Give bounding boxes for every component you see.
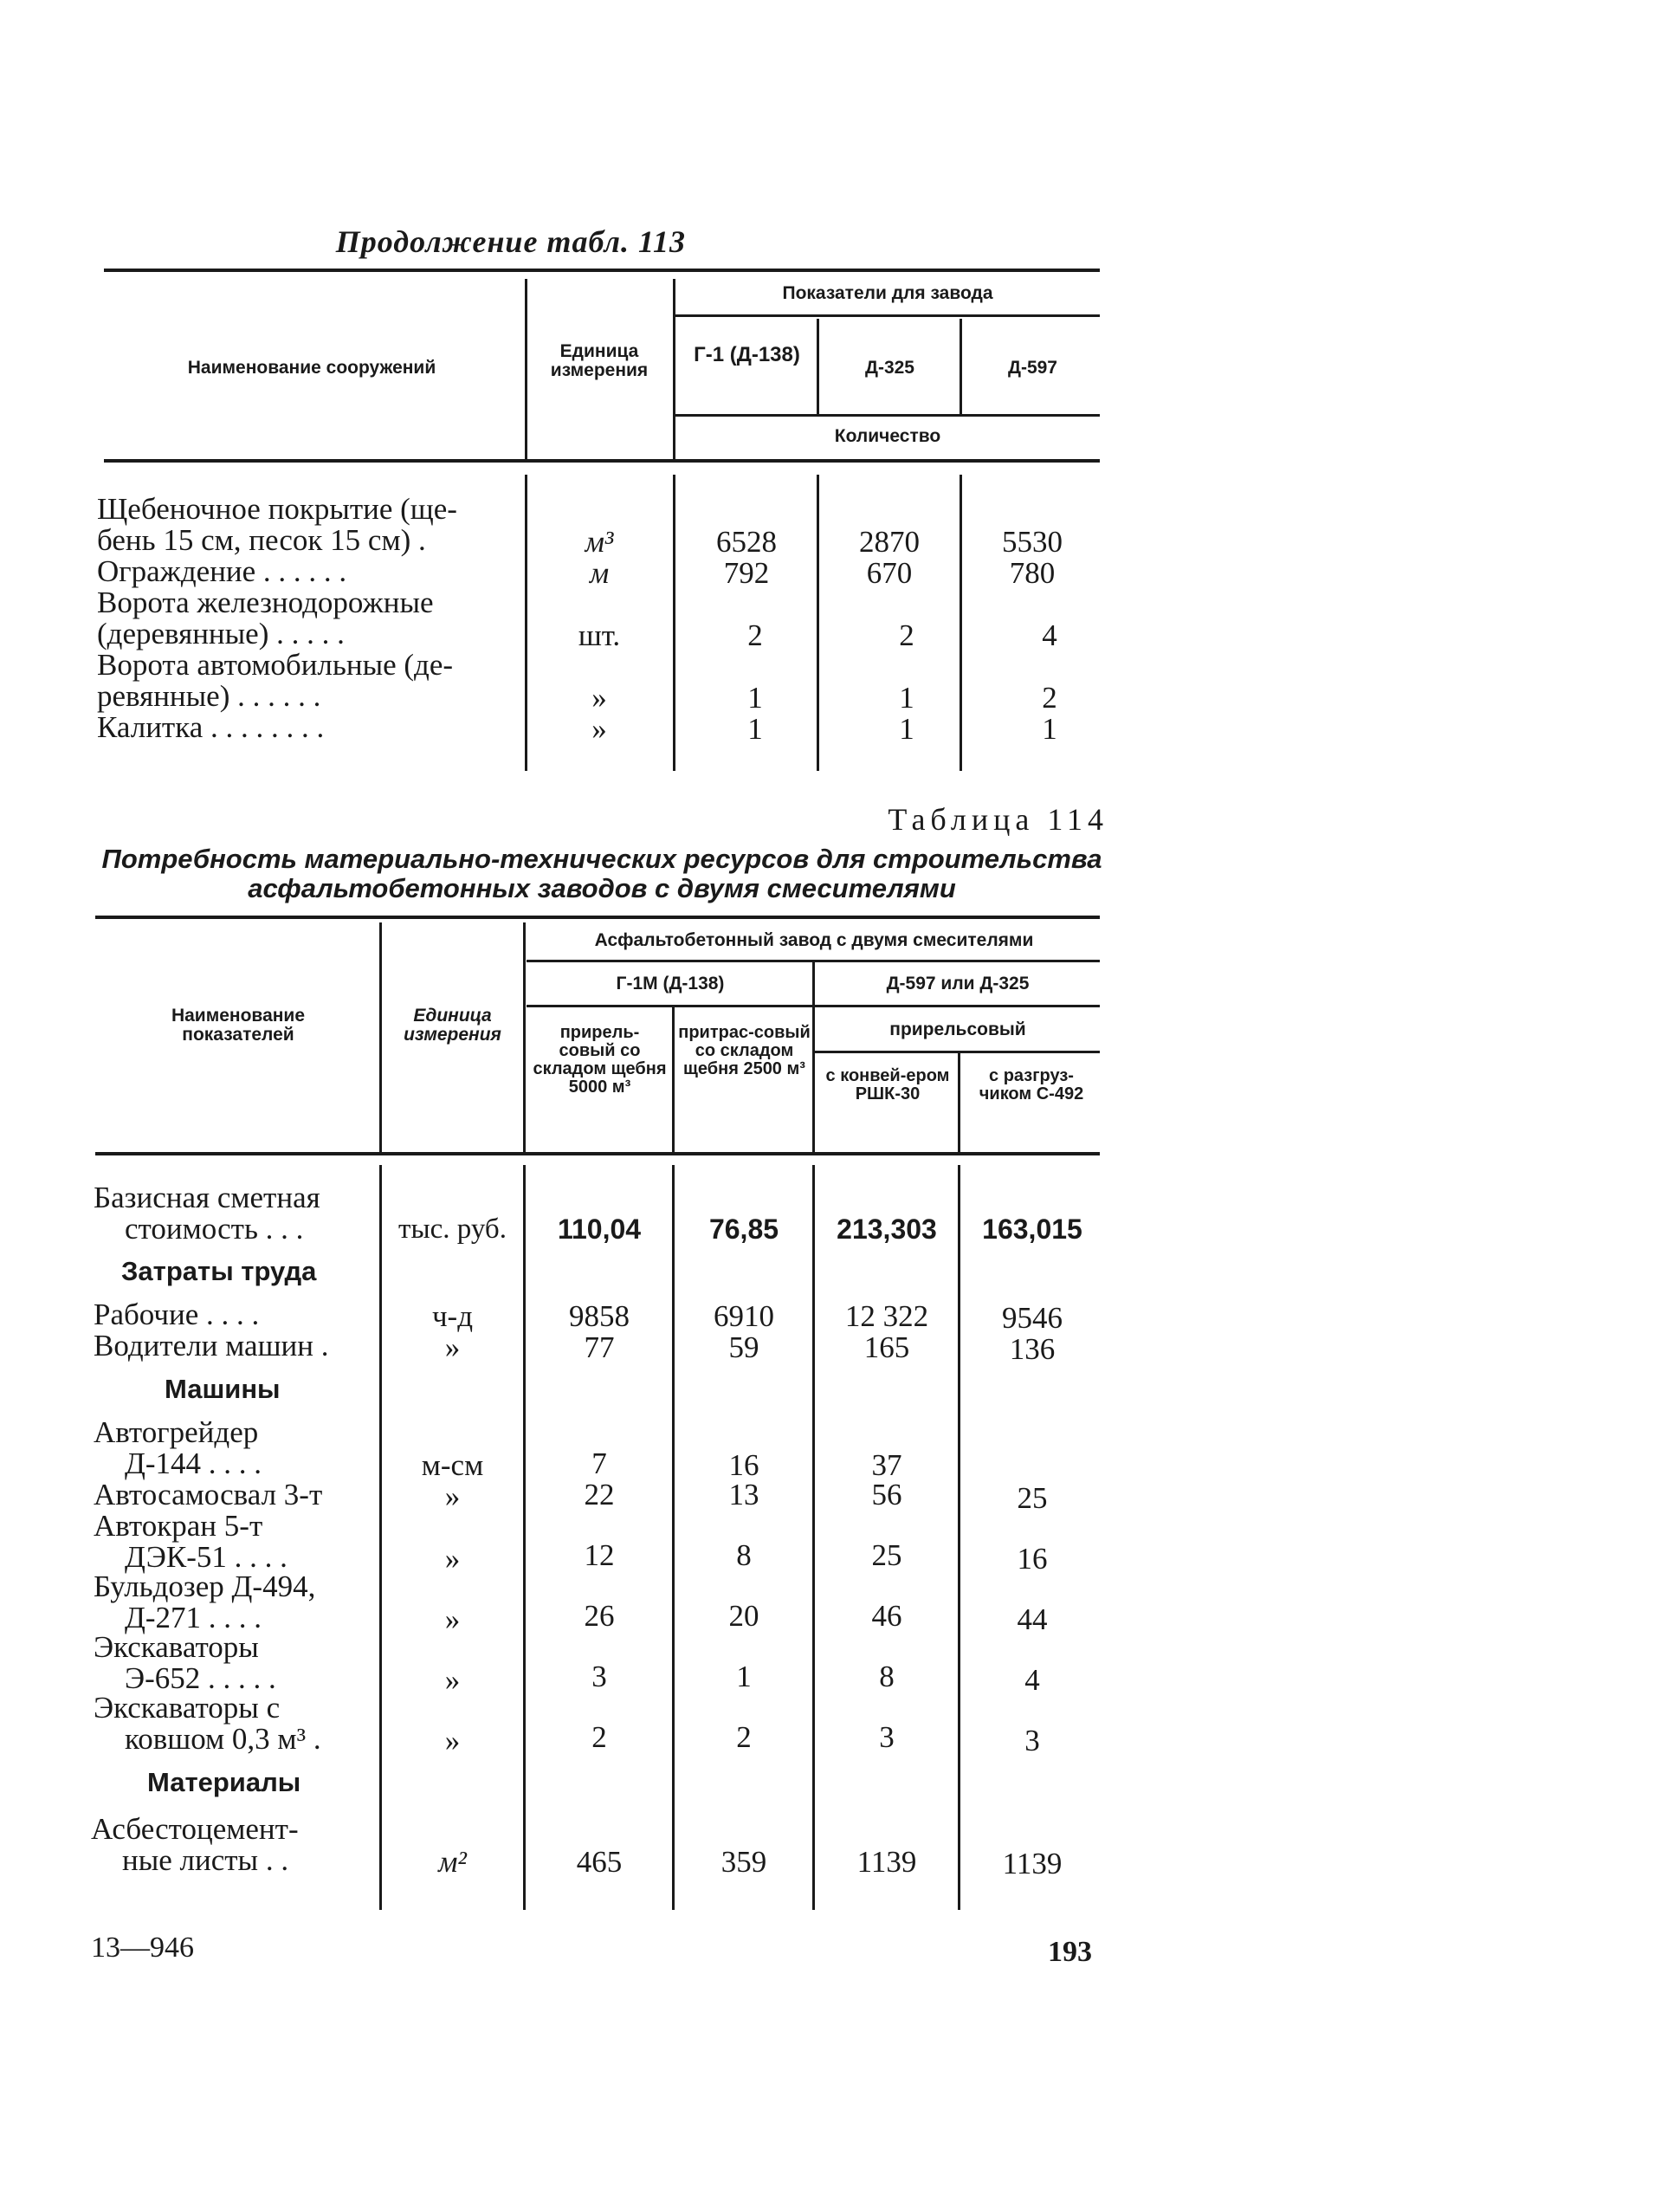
- t114-cell-unit: м-см: [421, 1448, 484, 1482]
- t114-cell: 13: [728, 1478, 759, 1511]
- t114-cell-unit: »: [444, 1724, 461, 1757]
- t114-col-3: с конвей-ером РШК-30: [825, 1066, 950, 1104]
- t114-cell: 12: [584, 1538, 615, 1572]
- t114-row-label: Автосамосвал 3-т: [94, 1478, 323, 1511]
- t114-sub-1: Г-1М (Д-138): [616, 974, 725, 993]
- table-114-title: Потребность материально-технических ресурсов для строительства асфальтобетонных заводов с двумя смесителями: [101, 844, 1102, 903]
- t114-row-label: Экскаваторы Э-652 . . . . .: [94, 1630, 276, 1695]
- t114-cell: 8: [736, 1538, 752, 1572]
- t114-cell: 77: [584, 1330, 615, 1364]
- t114-cell: 56: [871, 1478, 902, 1511]
- t113-col-group: Показатели для завода: [782, 283, 993, 303]
- t114-row-label: Автокран 5-т ДЭК-51 . . . .: [94, 1509, 288, 1574]
- t114-cell: 163,015: [982, 1214, 1082, 1245]
- t114-cell-unit: »: [444, 1542, 461, 1576]
- t113-top-rule: [104, 269, 1100, 272]
- t113-cell: 1: [747, 681, 763, 715]
- t114-cell-unit: »: [444, 1479, 461, 1513]
- t113-cell: 5530: [1002, 525, 1063, 559]
- t114-cell: 110,04: [557, 1214, 642, 1245]
- t113-cell: 4: [1042, 618, 1057, 652]
- continuation-caption: Продолжение табл. 113: [335, 224, 686, 259]
- t113-col-unit: Единица измерения: [550, 341, 649, 381]
- t113-cell-unit: м³: [585, 525, 614, 559]
- table-114-label: Таблица 114: [888, 802, 1108, 837]
- t113-row-label: Ворота автомобильные (де- ревянные) . . . . . .: [97, 648, 454, 713]
- section-materials: Материалы: [147, 1767, 301, 1797]
- t114-cell-unit: »: [444, 1330, 461, 1364]
- t114-row-label: Водители машин .: [94, 1329, 329, 1362]
- t114-cell-unit: тыс. руб.: [398, 1214, 507, 1245]
- t114-cell-unit: ч-д: [431, 1299, 474, 1333]
- t114-col-2: притрас-совый со складом щебня 2500 м³: [678, 1023, 811, 1078]
- t114-cell: 44: [1017, 1602, 1048, 1636]
- t114-body-vline-1: [379, 1165, 382, 1910]
- t114-cell: 37: [871, 1448, 902, 1482]
- t113-col-1: Г-1 (Д-138): [694, 343, 800, 366]
- t114-cell: 1: [736, 1660, 752, 1693]
- t114-col-name: Наименование показателей: [171, 1006, 306, 1045]
- t114-vline-5: [958, 1053, 960, 1152]
- t113-cell-unit: »: [591, 681, 607, 715]
- t114-row-label: Базисная сметная стоимость . . .: [94, 1181, 320, 1246]
- t113-col-name: Наименование сооружений: [187, 358, 436, 378]
- t114-cell: 3: [879, 1720, 895, 1754]
- t113-header-bottom-rule: [104, 459, 1100, 463]
- t114-header-bottom-rule: [95, 1152, 1100, 1155]
- t114-sub-2b: прирельсовый: [889, 1019, 1026, 1039]
- t114-body-vline-4: [812, 1165, 815, 1910]
- t114-row-label: Бульдозер Д-494, Д-271 . . . .: [94, 1569, 316, 1634]
- t113-cell: 792: [723, 556, 770, 590]
- t114-cell: 8: [879, 1660, 895, 1693]
- t114-cell: 20: [728, 1599, 759, 1633]
- section-labor: Затраты труда: [121, 1256, 317, 1286]
- t114-cell: 25: [1017, 1481, 1048, 1515]
- t114-row-label: Экскаваторы с ковшом 0,3 м³ .: [94, 1691, 321, 1756]
- t114-col-1: прирель-совый со складом щебня 5000 м³: [533, 1023, 667, 1097]
- t114-cell: 7: [591, 1447, 607, 1480]
- t114-cell: 2: [736, 1720, 752, 1754]
- t114-row-label: Автогрейдер Д-144 . . . .: [94, 1415, 262, 1480]
- t114-cell: 136: [1009, 1332, 1056, 1366]
- t113-cell: 1: [747, 712, 763, 746]
- t114-col-4: с разгруз-чиком С-492: [979, 1066, 1084, 1104]
- t113-cell: 780: [1009, 556, 1056, 590]
- t113-row-label: Калитка . . . . . . . .: [97, 710, 325, 744]
- t113-cell: 1: [1042, 712, 1057, 746]
- t113-cell-unit: шт.: [578, 618, 621, 652]
- section-machines: Машины: [165, 1374, 281, 1404]
- t113-quantity: Количество: [834, 426, 941, 446]
- t113-cell-unit: м: [589, 556, 610, 590]
- t114-cell: 46: [871, 1599, 902, 1633]
- t114-cell: 165: [863, 1330, 910, 1364]
- t113-cell: 670: [866, 556, 913, 590]
- t114-col-unit: Единица измерения: [404, 1006, 501, 1045]
- page-number: 193: [1048, 1936, 1092, 1968]
- t114-cell: 213,303: [837, 1214, 937, 1245]
- t113-vline-4: [960, 319, 962, 414]
- t113-group-rule: [675, 314, 1100, 317]
- t114-cell: 359: [720, 1845, 767, 1879]
- t113-cell-unit: »: [591, 712, 607, 746]
- t114-cell-unit: »: [444, 1602, 461, 1636]
- t113-row-label: Ворота железнодорожные (деревянные) . . . . .: [97, 586, 434, 650]
- t114-cell: 9858: [569, 1299, 630, 1333]
- t114-cell: 9546: [1002, 1301, 1063, 1335]
- t114-cell: 76,85: [708, 1214, 779, 1245]
- t114-cell: 16: [728, 1448, 759, 1482]
- t114-vline-4: [812, 962, 815, 1152]
- t114-cell: 26: [584, 1599, 615, 1633]
- t114-vline-3: [672, 1007, 675, 1152]
- t114-body-vline-5: [958, 1165, 960, 1910]
- t113-row-label: Щебеночное покрытие (ще- бень 15 см, песок 15 см) .: [97, 492, 457, 557]
- t114-cell: 16: [1017, 1542, 1048, 1576]
- t114-cell: 3: [1024, 1724, 1040, 1757]
- t113-cell: 1: [899, 712, 914, 746]
- t114-cell-unit: »: [444, 1663, 461, 1697]
- t114-cell: 59: [728, 1330, 759, 1364]
- t114-cell: 2: [591, 1720, 607, 1754]
- t114-cell: 1139: [1002, 1847, 1063, 1880]
- t114-sub-2: Д-597 или Д-325: [886, 974, 1030, 993]
- t114-cell: 22: [584, 1478, 615, 1511]
- t113-cell: 2870: [859, 525, 920, 559]
- t114-body-vline-2: [523, 1165, 526, 1910]
- t114-cell: 1139: [856, 1845, 917, 1879]
- t113-col-3: Д-597: [1008, 358, 1057, 378]
- t114-sub2-rule: [814, 1051, 1100, 1053]
- t114-body-vline-3: [672, 1165, 675, 1910]
- t114-row-label: Рабочие . . . .: [94, 1298, 260, 1331]
- t113-col-2: Д-325: [865, 358, 914, 378]
- t114-cell: 25: [871, 1538, 902, 1572]
- t114-row-label: Асбестоцемент- ные листы . .: [91, 1812, 299, 1877]
- t113-cell: 2: [747, 618, 763, 652]
- t114-top-rule: [95, 916, 1100, 919]
- t114-cell: 465: [576, 1845, 623, 1879]
- t113-body-vline-2: [673, 475, 675, 771]
- t114-col-group: Асфальтобетонный завод с двумя смесителями: [594, 930, 1034, 950]
- t114-cell: 6910: [714, 1299, 774, 1333]
- footer-code: 13—946: [91, 1932, 194, 1964]
- t114-cell: 3: [591, 1660, 607, 1693]
- t113-cell: 2: [1042, 681, 1057, 715]
- t113-sub-rule: [675, 414, 1100, 417]
- t113-cell: 2: [899, 618, 914, 652]
- t113-row-label: Ограждение . . . . . .: [97, 554, 347, 588]
- t114-cell-unit: м²: [438, 1845, 467, 1879]
- t114-cell: 4: [1024, 1663, 1040, 1697]
- t113-vline-3: [817, 319, 819, 414]
- t114-cell: 12 322: [844, 1299, 929, 1333]
- t113-body-vline-1: [525, 475, 527, 771]
- t113-cell: 6528: [716, 525, 777, 559]
- t113-vline-1: [525, 279, 527, 463]
- t113-cell: 1: [899, 681, 914, 715]
